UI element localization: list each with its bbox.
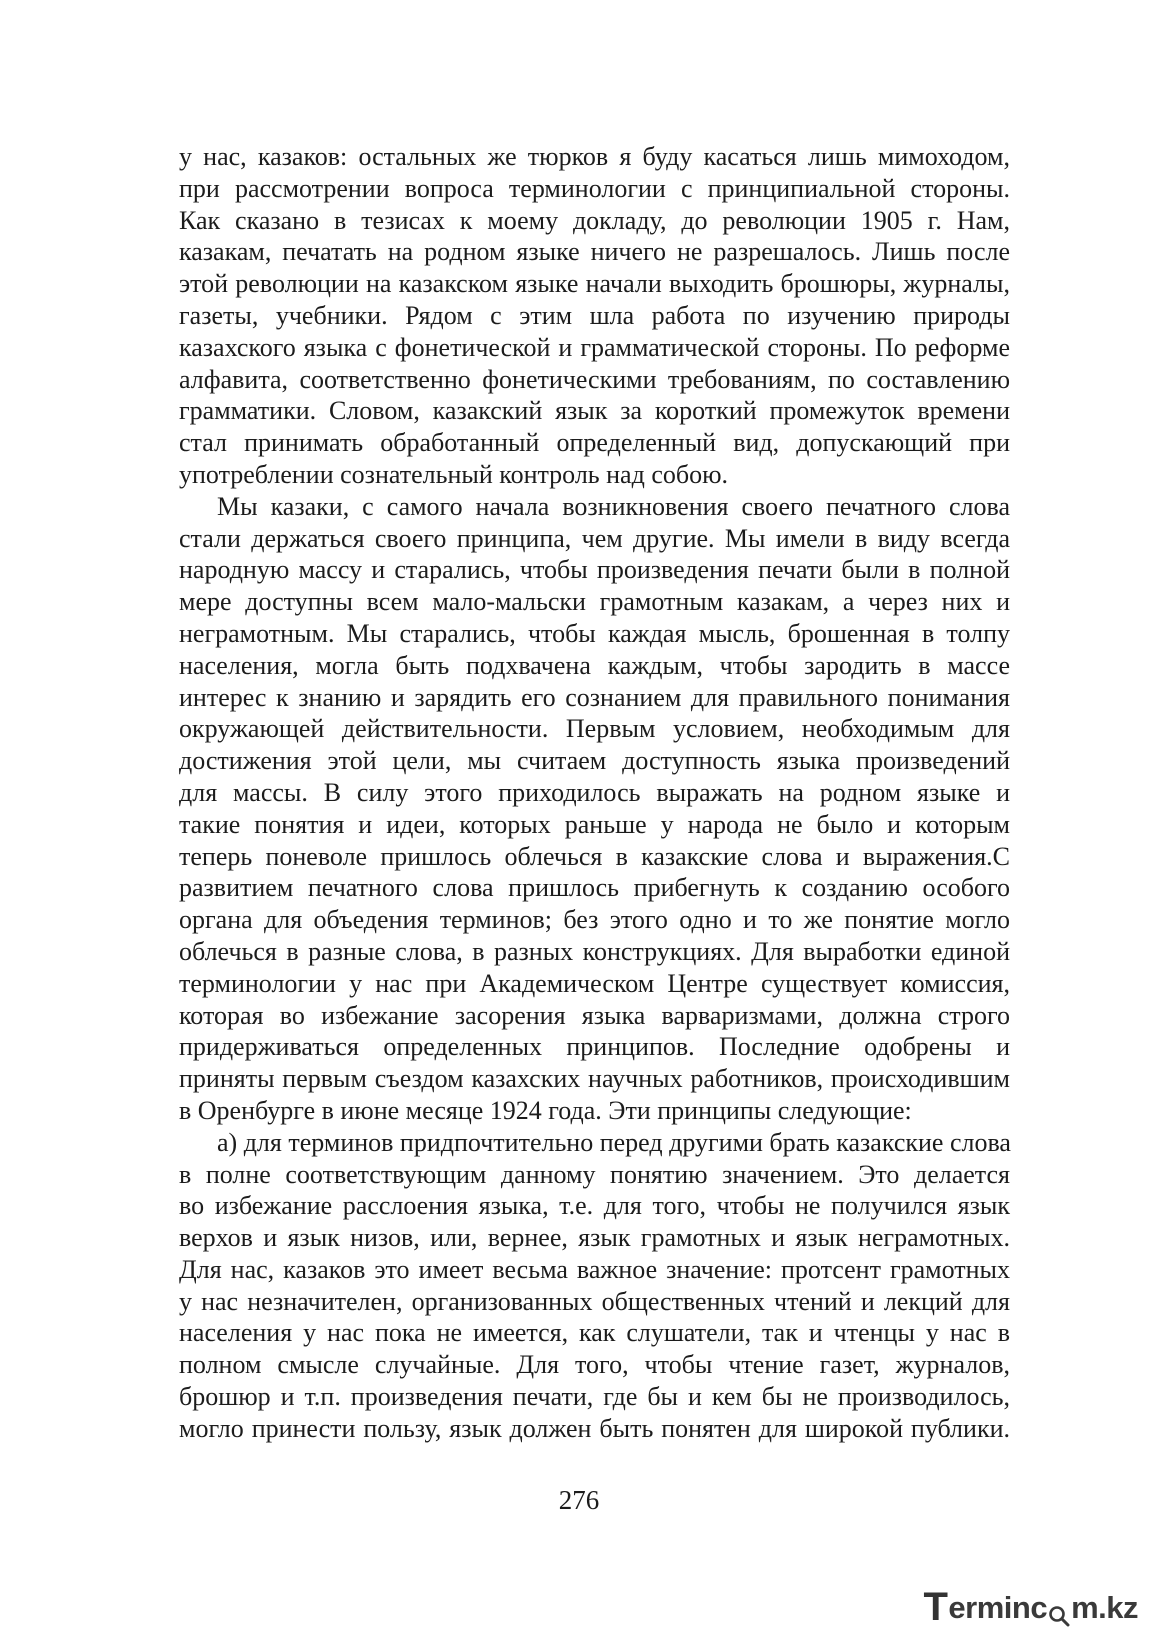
text-line: достижения этой цели, мы считаем доступность языка произведений	[179, 746, 1010, 776]
watermark-text-part1: erminc	[948, 1589, 1048, 1625]
text-line: брошюр и т.п. произведения печати, где бы и кем бы не производилось,	[179, 1382, 1010, 1412]
text-line: в полне соответствующим данному понятию значением. Это делается	[179, 1159, 1010, 1189]
text-line: мере доступны всем мало-мальски грамотным казакам, а через них и	[179, 587, 1010, 617]
watermark-text-part2: m.kz	[1071, 1589, 1138, 1625]
text-line: такие понятия и идеи, которых раньше у народа не было и которым	[179, 809, 1010, 839]
text-line: терминологии у нас при Академическом Центре существует комиссия,	[179, 968, 1010, 998]
text-line: грамматики. Словом, казакский язык за короткий промежуток времени	[179, 396, 1010, 426]
body-text	[179, 141, 1010, 1445]
text-line: могло принести пользу, язык должен быть понятен для широкой публики.	[179, 1413, 1010, 1443]
text-line: народную массу и старались, чтобы произведения печати были в полной	[179, 555, 1010, 585]
text-line: интерес к знанию и зарядить его сознанием для правильного понимания	[179, 682, 1010, 712]
text-line: стали держаться своего принципа, чем другие. Мы имели в виду всегда	[179, 523, 1010, 553]
text-line: развитием печатного слова пришлось прибегнуть к созданию особого	[179, 873, 1010, 903]
watermark-logo-t: T	[923, 1585, 948, 1629]
text-line: у нас незначителен, организованных общественных чтений и лекций для	[179, 1286, 1010, 1316]
text-line: у нас, казаков: остальных же тюрков я буду касаться лишь мимоходом,	[179, 142, 1010, 171]
text-line: газеты, учебники. Рядом с этим шла работа по изучению природы	[179, 300, 1010, 330]
text-line: в Оренбурге в июне месяце 1924 года. Эти принципы следующие:	[179, 1095, 912, 1125]
paragraph-start-line: а) для терминов придпочтительно перед другими брать казакские слова	[217, 1127, 1011, 1157]
text-line: облечься в разные слова, в разных конструкциях. Для выработки единой	[179, 936, 1010, 966]
text-line: при рассмотрении вопроса терминологии с принципиальной стороны.	[179, 173, 1010, 203]
text-line: населения, могла быть подхвачена каждым, чтобы зародить в массе	[179, 650, 1010, 680]
text-line: Как сказано в тезисах к моему докладу, до революции 1905 г. Нам,	[179, 205, 1010, 235]
text-line: придерживаться определенных принципов. Последние одобрены и	[179, 1032, 1010, 1062]
text-line: употреблении сознательный контроль над собою.	[179, 459, 729, 489]
text-line: во избежание расслоения языка, т.е. для того, чтобы не получился язык	[179, 1191, 1010, 1221]
text-line: неграмотным. Мы старались, чтобы каждая мысль, брошенная в толпу	[179, 618, 1010, 648]
text-line: верхов и язык низов, или, вернее, язык грамотных и язык неграмотных.	[179, 1223, 1010, 1253]
text-line: стал принимать обработанный определенный вид, допускающий при	[179, 428, 1010, 458]
text-line: органа для объедения терминов; без этого одно и то же понятие могло	[179, 905, 1010, 935]
text-line: которая во избежание засорения языка варваризмами, должна строго	[179, 1000, 1010, 1030]
text-line: окружающей действительности. Первым условием, необходимым для	[179, 714, 1010, 744]
paragraph-start-line: Мы казаки, с самого начала возникновения своего печатного слова	[217, 491, 1010, 521]
page-number: 276	[558, 1485, 600, 1515]
text-line: приняты первым съездом казахских научных работников, происходившим	[179, 1064, 1010, 1094]
text-line: алфавита, соответственно фонетическими требованиям, по составлению	[179, 364, 1010, 394]
text-line: казахского языка с фонетической и грамматической стороны. По реформе	[179, 332, 1010, 362]
text-line: теперь поневоле пришлось облечься в казакские слова и выражения.С	[179, 841, 1010, 871]
text-line: казакам, печатать на родном языке ничего не разрешалось. Лишь после	[179, 237, 1010, 267]
text-line: этой революции на казакском языке начали выходить брошюры, журналы,	[179, 269, 1010, 299]
text-line: населения у нас пока не имеется, как слушатели, так и чтенцы у нас в	[179, 1318, 1010, 1348]
text-line: для массы. В силу этого приходилось выражать на родном языке и	[179, 777, 1010, 807]
terminco-watermark	[923, 1585, 1138, 1630]
text-line: полном смысле случайные. Для того, чтобы чтение газет, журналов,	[179, 1350, 1010, 1380]
magnifier-icon	[1048, 1599, 1070, 1621]
text-line: Для нас, казаков это имеет весьма важное значение: протсент грамотных	[179, 1254, 1010, 1284]
